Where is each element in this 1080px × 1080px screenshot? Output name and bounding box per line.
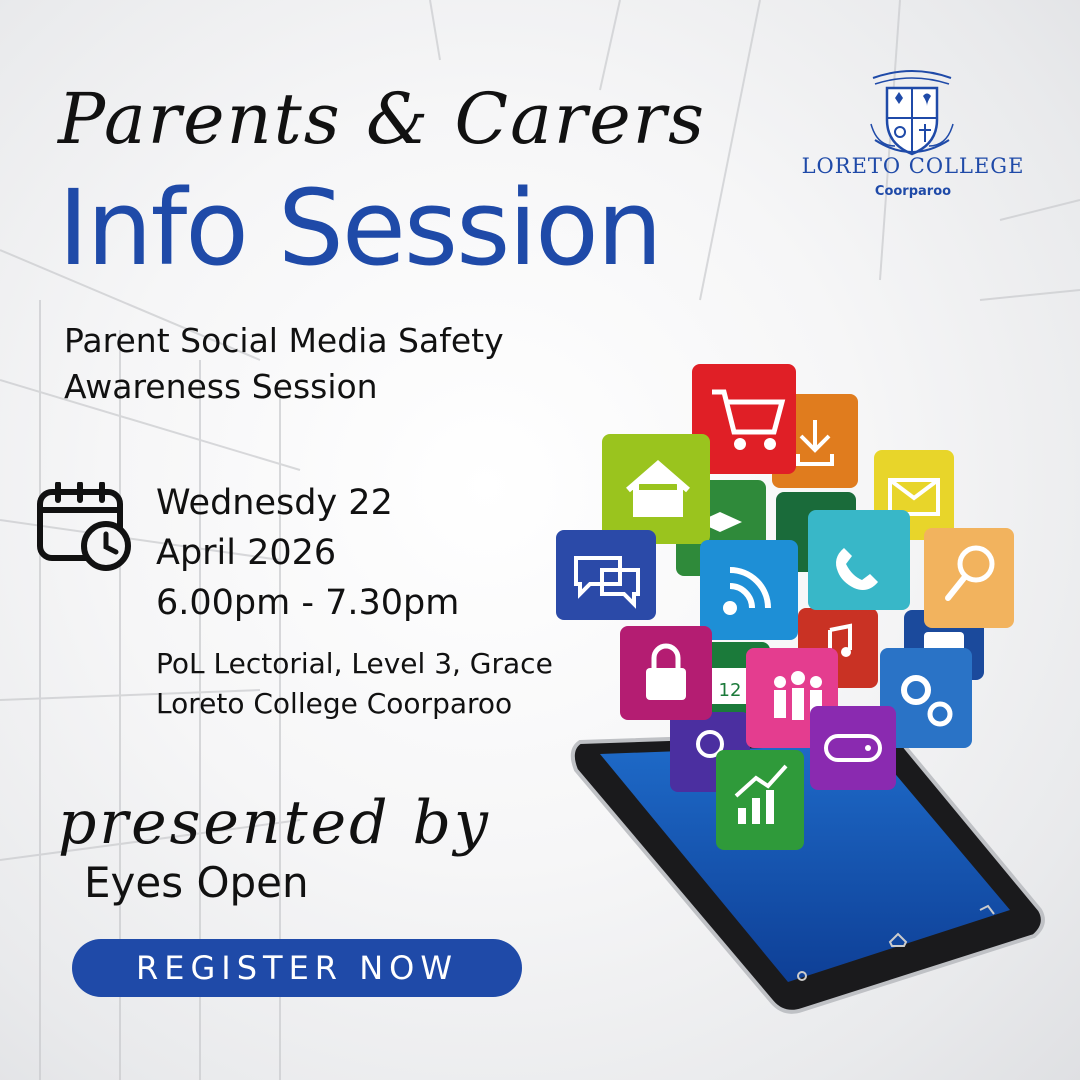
lock-tile [620,626,712,720]
subtitle-line-2: Awareness Session [64,367,378,406]
college-crest-logo [865,66,959,160]
tablet-app-icons-illustration [540,350,1060,1030]
register-now-button[interactable]: REGISTER NOW [72,939,522,997]
page-title: Info Session [58,167,661,289]
event-date-line-2: April 2026 [156,533,337,573]
event-time: 6.00pm - 7.30pm [156,583,460,623]
college-name: LORETO COLLEGE [801,154,1025,178]
wifi-tile [700,540,798,640]
event-subtitle [64,318,504,410]
chat-tile [556,530,656,620]
subtitle-line-1: Parent Social Media Safety [64,321,504,360]
college-campus: Coorparoo [874,184,952,199]
gamepad-tile [810,706,896,790]
phone-tile [808,510,910,610]
venue-line-2: Loreto College Coorparoo [156,687,513,720]
event-datetime [156,478,459,628]
event-date-line-1: Wednesdy 22 [156,483,393,523]
chart-tile [716,750,804,850]
event-venue [156,644,553,724]
presented-by-label: presented by [58,788,491,858]
script-heading: Parents & Carers [58,78,707,160]
calendar-clock-icon [36,482,132,572]
home-tile [602,434,710,544]
presenter-name: Eyes Open [84,858,309,907]
svg-text:12: 12 [718,680,742,701]
venue-line-1: PoL Lectorial, Level 3, Grace [156,647,553,680]
search-tile [924,528,1014,628]
